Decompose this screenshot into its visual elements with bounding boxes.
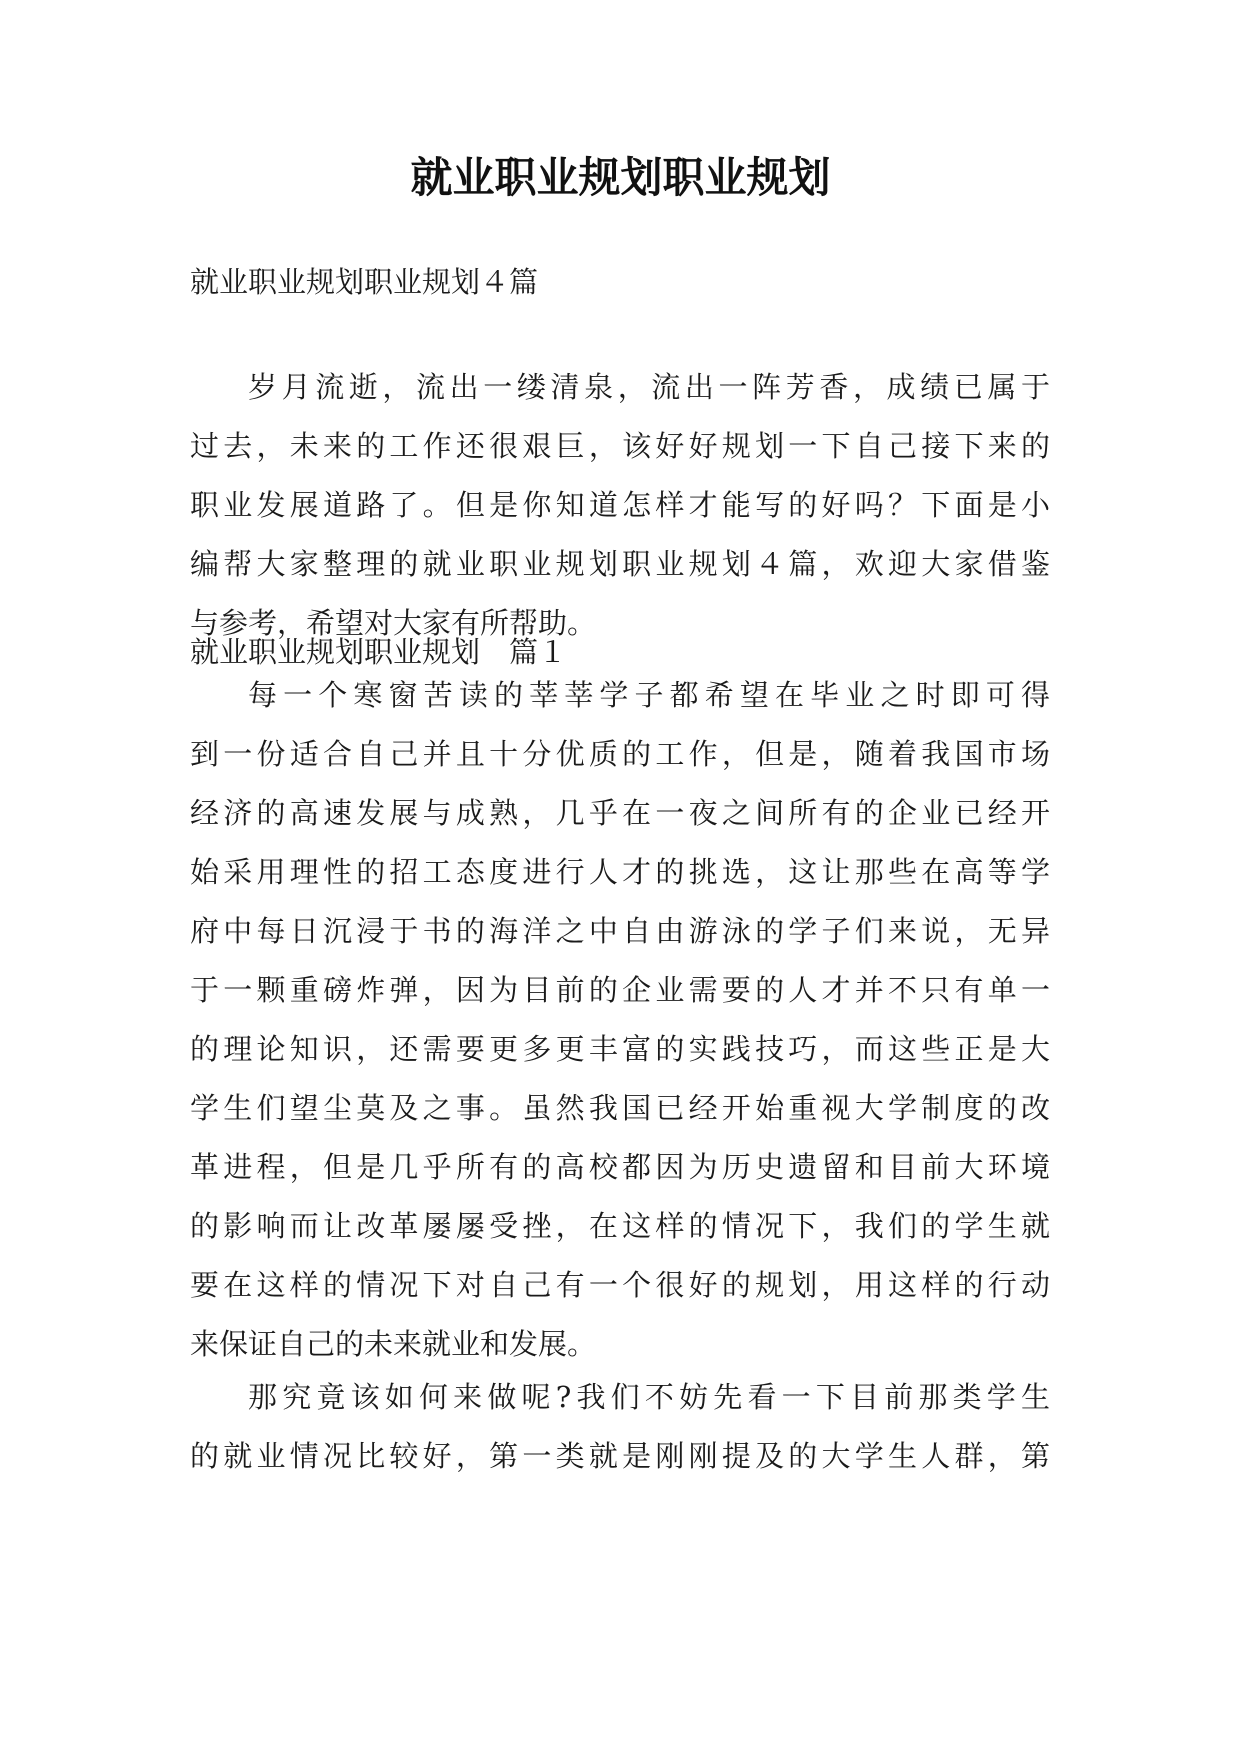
intro-line: 岁月流逝，流出一缕清泉，流出一阵芳香，成绩已属于 xyxy=(248,370,1050,404)
body-paragraph-2 xyxy=(190,1368,1050,1486)
body-line: 始采用理性的招工态度进行人才的挑选，这让那些在高等学 xyxy=(190,855,1050,889)
body-line: 那究竟该如何来做呢?我们不妨先看一下目前那类学生 xyxy=(248,1380,1050,1414)
body-line: 的理论知识，还需要更多更丰富的实践技巧，而这些正是大 xyxy=(190,1032,1050,1066)
body-line: 于一颗重磅炸弹，因为目前的企业需要的人才并不只有单一 xyxy=(190,973,1050,1007)
body-line: 府中每日沉浸于书的海洋之中自由游泳的学子们来说，无异 xyxy=(190,914,1050,948)
body-line: 每一个寒窗苦读的莘莘学子都希望在毕业之时即可得 xyxy=(248,678,1050,712)
document-subtitle: 就业职业规划职业规划４篇 xyxy=(190,265,539,299)
body-line: 要在这样的情况下对自己有一个很好的规划，用这样的行动 xyxy=(190,1268,1050,1302)
body-line: 革进程，但是几乎所有的高校都因为历史遗留和目前大环境 xyxy=(190,1150,1050,1184)
body-line: 来保证自己的未来就业和发展。 xyxy=(190,1327,597,1361)
body-line: 的就业情况比较好，第一类就是刚刚提及的大学生人群，第 xyxy=(190,1439,1050,1473)
body-line: 学生们望尘莫及之事。虽然我国已经开始重视大学制度的改 xyxy=(190,1091,1050,1125)
intro-line: 过去，未来的工作还很艰巨，该好好规划一下自己接下来的 xyxy=(190,429,1050,463)
intro-line: 职业发展道路了。但是你知道怎样才能写的好吗？下面是小 xyxy=(190,488,1050,522)
body-paragraph-1 xyxy=(190,666,1050,1374)
body-line: 的影响而让改革屡屡受挫，在这样的情况下，我们的学生就 xyxy=(190,1209,1050,1243)
intro-line: 编帮大家整理的就业职业规划职业规划４篇，欢迎大家借鉴 xyxy=(190,547,1050,581)
body-line: 经济的高速发展与成熟，几乎在一夜之间所有的企业已经开 xyxy=(190,796,1050,830)
document-title: 就业职业规划职业规划 xyxy=(410,153,831,202)
intro-paragraph xyxy=(190,358,1050,653)
intro-line: 与参考，希望对大家有所帮助。 xyxy=(190,606,597,640)
body-line: 到一份适合自己并且十分优质的工作，但是，随着我国市场 xyxy=(190,737,1050,771)
section-heading: 就业职业规划职业规划 篇１ xyxy=(190,635,568,669)
